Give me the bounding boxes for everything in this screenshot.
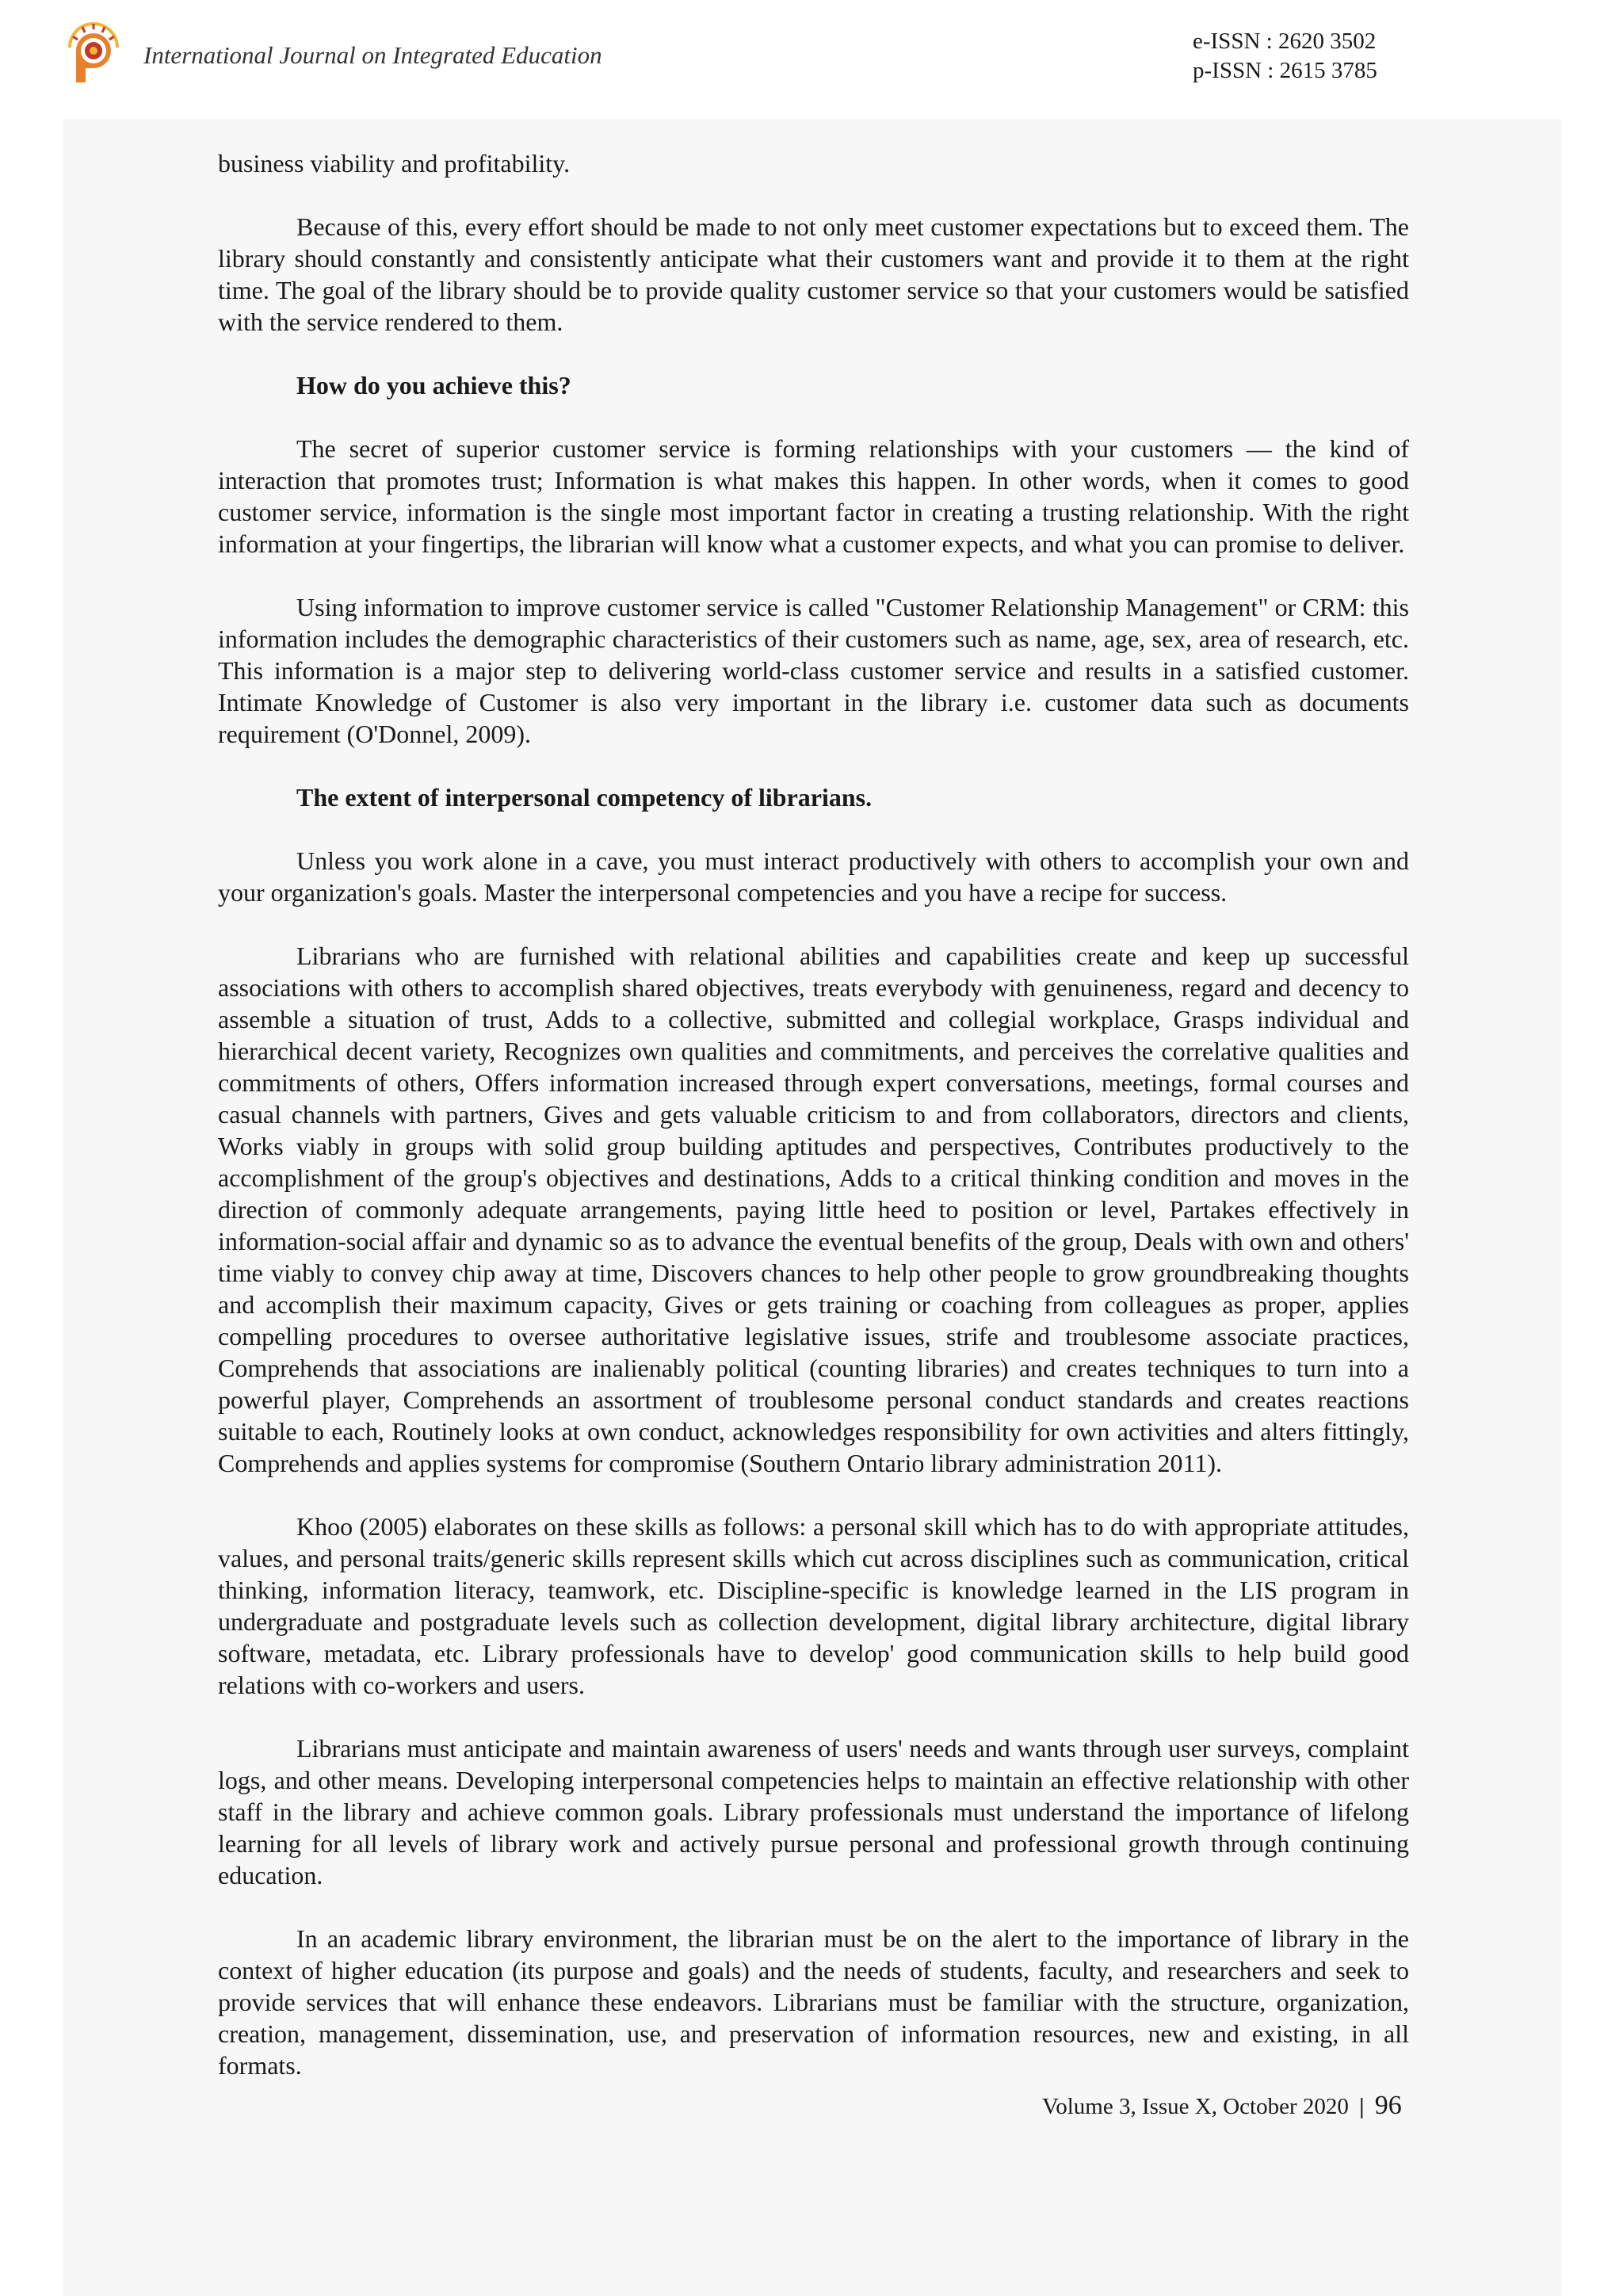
volume-info: Volume 3, Issue X, October 2020 <box>1042 2094 1349 2119</box>
paragraph: Using information to improve customer service is called "Customer Relationship Management" or CRM: this information includes the demographic characteristics of their customers such as name, age, sex, area of research, etc. This information is a major step to delivering world-class customer service and results in a satisfied customer. Intimate Knowledge of Customer is also very important in the library i.e. customer data such as documents requirement (O'Donnel, 2009). <box>218 593 1409 748</box>
journal-title: International Journal on Integrated Education <box>143 41 602 69</box>
paragraph: In an academic library environment, the librarian must be on the alert to the importance of library in the context of higher education (its purpose and goals) and the needs of students, faculty, and researchers and seek to provide services that will enhance these endeavors. Librarians must be familiar with the structure, organization, creation, management, dissemination, use, and preservation of information resources, new and existing, in all formats. <box>218 1924 1409 2080</box>
paragraph: Because of this, every effort should be made to not only meet customer expectations but to exceed them. The library should constantly and consistently anticipate what their customers want and provide it to them at the right time. The goal of the library should be to provide quality customer service so that your customers would be satisfied with the service rendered to them. <box>218 212 1409 336</box>
p-issn: p-ISSN : 2615 3785 <box>1193 58 1377 83</box>
paragraph: business viability and profitability. <box>218 149 571 178</box>
issn-block <box>1193 27 1377 86</box>
page-number: 96 <box>1374 2091 1402 2120</box>
page-footer <box>1042 2091 1402 2121</box>
paragraph: The secret of superior customer service is forming relationships with your customers — the kind of interaction that promotes trust; Information is what makes this happen. In other words, when it comes to good customer service, information is the single most important factor in creating a trusting relationship. With the right information at your fingertips, the librarian will know what a customer expects, and what you can promise to deliver. <box>218 434 1409 558</box>
paragraph: Unless you work alone in a cave, you must interact productively with others to accomplish your own and your organization's goals. Master the interpersonal competencies and you have a recipe for success. <box>218 846 1409 907</box>
journal-logo-icon <box>65 19 122 86</box>
paragraph: Librarians must anticipate and maintain awareness of users' needs and wants through user surveys, complaint logs, and other means. Developing interpersonal competencies helps to maintain an effective relationship with other staff in the library and achieve common goals. Library professionals must understand the importance of lifelong learning for all levels of library work and actively pursue personal and professional growth through continuing education. <box>218 1734 1409 1889</box>
section-heading: How do you achieve this? <box>296 371 571 399</box>
paragraph: Khoo (2005) elaborates on these skills as follows: a personal skill which has to do with appropriate attitudes, values, and personal traits/generic skills represent skills which cut across disciplines such as communication, critical thinking, information literacy, teamwork, etc. Discipline-specific is knowledge learned in the LIS program in undergraduate and postgraduate levels such as collection development, digital library architecture, digital library software, metadata, etc. Library professionals have to develop' good communication skills to help build good relations with co-workers and users. <box>218 1512 1409 1699</box>
article-body <box>218 147 1409 2113</box>
footer-separator: | <box>1359 2094 1365 2119</box>
paragraph: Librarians who are furnished with relational abilities and capabilities create and keep up successful associations with others to accomplish shared objectives, treats everybody with genuineness, regard and decency to assemble a situation of trust, Adds to a collective, submitted and collegial workplace, Grasps individual and hierarchical decent variety, Recognizes own qualities and commitments, and perceives the correlative qualities and commitments of others, Offers information increased through expert conversations, meetings, formal courses and casual channels with partners, Gives and gets valuable criticism to and from collaborators, directors and clients, Works viably in groups with solid group building aptitudes and perspectives, Contributes productively to the accomplishment of the group's objectives and destinations, Adds to a critical thinking condition and moves in the direction of commonly adequate arrangements, paying little heed to position or level, Partakes effectively in information-social affair and dynamic so as to advance the eventual benefits of the group, Deals with own and others' time viably to convey chip away at time, Discovers chances to help other people to grow groundbreaking thoughts and accomplish their maximum capacity, Gives or gets training or coaching from colleagues as proper, applies compelling procedures to oversee authoritative legislative issues, strife and troublesome associate practices, Comprehends that associations are inalienably political (counting libraries) and creates techniques to turn into a powerful player, Comprehends an assortment of troublesome personal conduct standards and creates reactions suitable to each, Routinely looks at own conduct, acknowledges responsibility for own activities and alters fittingly, Comprehends and applies systems for compromise (Southern Ontario library administration 2011). <box>218 942 1409 1477</box>
e-issn: e-ISSN : 2620 3502 <box>1193 29 1377 54</box>
page-header <box>0 0 1623 111</box>
section-heading: The extent of interpersonal competency of librarians. <box>296 783 873 812</box>
